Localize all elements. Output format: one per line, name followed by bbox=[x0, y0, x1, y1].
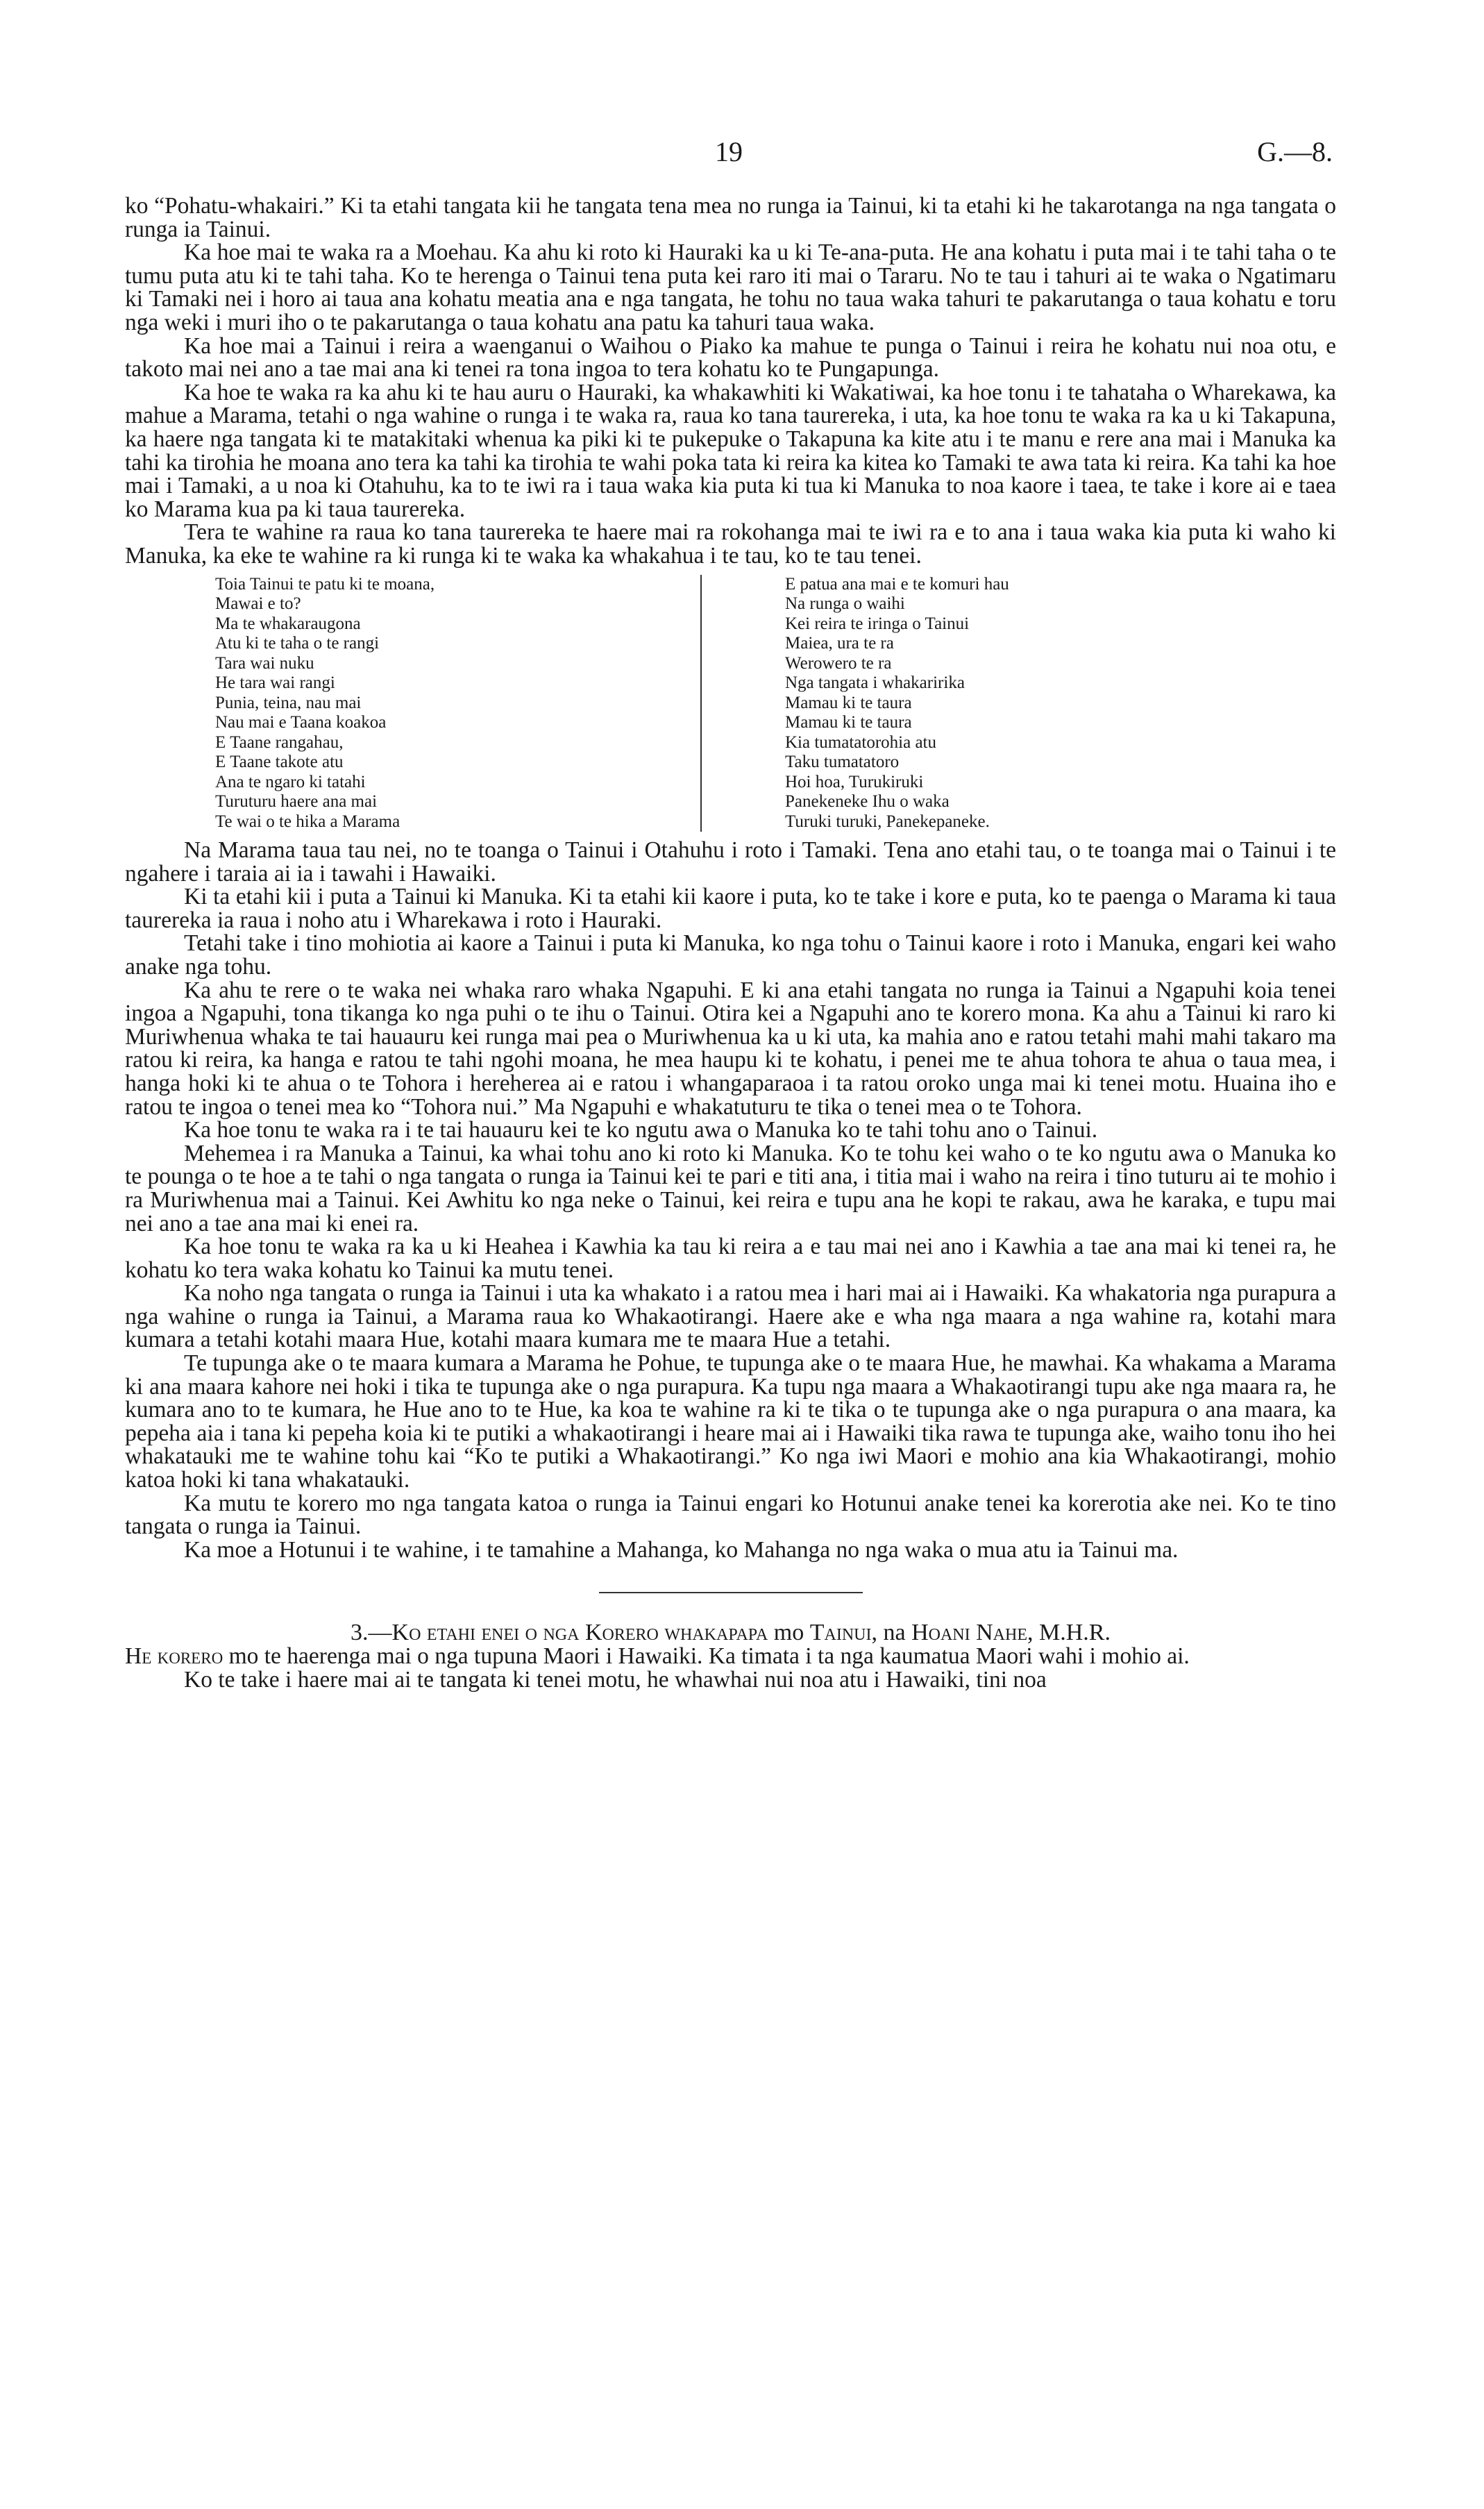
section-heading-part: Korero whakapapa bbox=[584, 1620, 768, 1646]
paragraph: Ka hoe mai a Tainui i reira a waenganui o Waihou o Piako ka mahue te punga o Tainui i reira he kohatu nui noa otu, e takoto mai nei ano a tae mai ana ki tenei ra tona ingoa to tera kohatu ko te Pungapunga. bbox=[125, 333, 1336, 383]
paragraph: Ka hoe te waka ra ka ahu ki te hau auru o Hauraki, ka whakawhiti ki Wakatiwai, ka hoe tonu i te tahataha o Wharekawa, ka mahue a Marama, tetahi o nga wahine o runga i te waka ra, raua ko tana taurereka, i uta, ka hoe tonu te waka ra ka u ki Takapuna, ka haere nga tangata ki te matakitaki whenua ka piki ki te pukepuke o Takapuna ka kite atu i te manu e rere ana mai i Manuka ka tahi ka tirohia he moana ano tera ka tahi ka tirohia te wahi poka tata ki reira ka kitea ko Tamaki te awa tata ki reira. Ka tahi ka hoe mai i Tamaki, a u noa ki Otahuhu, ka to te iwi ra i taua waka kia puta ki tua ki Manuka to noa kaore i taea, te take i kore ai e taea ko Marama kua pa ki taua taurereka. bbox=[125, 379, 1336, 522]
song-line: Mamau ki te taura bbox=[785, 693, 912, 712]
page-header bbox=[125, 135, 1333, 177]
page-number: 19 bbox=[715, 136, 743, 167]
section-last-paragraph: Ko te take i haere mai ai te tangata ki tenei motu, he whawhai nui noa atu i Hawaiki, tini noa bbox=[184, 1666, 1047, 1693]
song-line: Taku tumatatoro bbox=[785, 753, 900, 771]
section-heading-part: Tainui bbox=[809, 1620, 872, 1646]
paragraph: Ki ta etahi kii i puta a Tainui ki Manuka. Ki ta etahi kii kaore i puta, ko te take i kore e puta, ko te paenga o Marama ki taua taurereka ia raua i noho atu i Wharekawa i roto i Hauraki. bbox=[125, 884, 1336, 933]
song-line: Ma te whakaraugona bbox=[215, 614, 361, 633]
paragraph: Tera te wahine ra raua ko tana taurereka te haere mai ra rokohanga mai te iwi ra e to ana i taua waka kia puta ki waho ki Manuka, ka eke te wahine ra ki runga ki te waka ka whakahua i te tau, ko te tau tenei. bbox=[125, 519, 1336, 569]
song-line: Na runga o waihi bbox=[785, 594, 905, 613]
document-reference: G.—8. bbox=[1257, 136, 1333, 167]
paragraph: Tetahi take i tino mohiotia ai kaore a Tainui i puta ki Manuka, ko nga tohu o Tainui kaore i roto i Manuka, engari kei waho anake nga tohu. bbox=[125, 930, 1336, 980]
song-left-column bbox=[215, 575, 702, 832]
paragraph: Ka mutu te korero mo nga tangata katoa o runga ia Tainui engari ko Hotunui anake tenei ka korerotia ake nei. Ko te tino tangata o runga ia Tainui. bbox=[125, 1490, 1336, 1540]
paragraphs-bottom bbox=[125, 839, 1336, 1561]
paragraph: Te tupunga ake o te maara kumara a Marama he Pohue, te tupunga ake o te maara Hue, he mawhai. Ka whakama a Marama ki ana maara kahore nei hoki i tika te tupunga ake o nga purapura. Ka tupu nga maara a Whakaotirangi tupu ake nga maara ra, he kumara ano to te kumara, he Hue ano to te Hue, ka koa te wahine ra ki te tika o te tupunga ake o nga purapura o ana maara, ka pepeha aia i tana ki pepeha koia ki te putiki a whakaotirangi i heare mai ai i Hawaiki tika rawa te tupunga ake, waiho tonu iho hei whakatauki me te wahine tohu kai “Ko te putiki a Whakaotirangi.” Ko nga iwi Maori e mohio ana kia Whakaotirangi, mohio katoa hoki ki tana whakatauki. bbox=[125, 1350, 1336, 1493]
lead-text: mo te haerenga mai o nga tupuna Maori i Hawaiki. Ka timata i ta nga kaumatua Maori wahi i mohio ai. bbox=[223, 1643, 1190, 1669]
song-line: Toia Tainui te patu ki te moana, bbox=[215, 574, 435, 594]
song-line: Mawai e to? bbox=[215, 594, 301, 613]
song-line: He tara wai rangi bbox=[215, 673, 335, 692]
song-line: Nga tangata i whakaririka bbox=[785, 673, 965, 692]
paragraph: Ka hoe mai te waka ra a Moehau. Ka ahu ki roto ki Hauraki ka u ki Te-ana-puta. He ana kohatu i puta mai i te tahi taha o te tumu puta atu ki te tahi taha. Ko te herenga o Tainui tena puta kei raro iti mai o Tararu. No te tau i tahuri ai te waka o Ngatimaru ki Tamaki nei i horo ai taua ana kohatu meatia ana e nga tangata, he tohu no taua waka tahuri te pakarutanga o taua kohatu e toru nga weki i muri iho o te pakarutanga o taua kohatu ana patu ka tahuri taua waka. bbox=[125, 240, 1336, 335]
section-heading-part: Hoani Nahe bbox=[911, 1620, 1027, 1646]
lead-small-caps: He korero bbox=[125, 1643, 224, 1669]
paragraphs-top bbox=[125, 194, 1336, 568]
song-line: Hoi hoa, Turukiruki bbox=[785, 772, 924, 791]
song-line: Nau mai e Taana koakoa bbox=[215, 713, 387, 732]
paragraph: Ka hoe tonu te waka ra i te tai hauauru kei te ko ngutu awa o Manuka ko te tahi tohu ano o Tainui. bbox=[184, 1117, 1098, 1143]
song-line: E Taane rangahau, bbox=[215, 732, 344, 752]
section-heading-part: , na bbox=[871, 1620, 912, 1646]
section-divider bbox=[599, 1592, 863, 1593]
song-line: Atu ki te taha o te rangi bbox=[215, 634, 380, 653]
song-right-column bbox=[702, 575, 1256, 832]
paragraph: Ka hoe tonu te waka ra ka u ki Heahea i Kawhia ka tau ki reira a e tau mai nei ano i Kawhia a tae ana mai ki tenei ra, he kohatu ko tera waka kohatu ko Tainui ka mutu tenei. bbox=[125, 1234, 1336, 1283]
section-heading-part: , M.H.R. bbox=[1027, 1620, 1111, 1646]
song-line: Turuturu haere ana mai bbox=[215, 792, 378, 811]
body-text bbox=[125, 194, 1336, 1691]
section-heading-part: Ko etahi enei o nga bbox=[391, 1620, 580, 1646]
song-line: Ana te ngaro ki tatahi bbox=[215, 772, 366, 791]
song-line: Panekeneke Ihu o waka bbox=[785, 792, 950, 811]
section-heading-part: mo bbox=[768, 1620, 810, 1646]
song-line: Tara wai nuku bbox=[215, 653, 314, 673]
paragraph: Ka moe a Hotunui i te wahine, i te tamahine a Mahanga, ko Mahanga no nga waka o mua atu ia Tainui ma. bbox=[184, 1536, 1179, 1563]
song-line: Mamau ki te taura bbox=[785, 713, 912, 732]
song-line: Kei reira te iringa o Tainui bbox=[785, 614, 970, 633]
song-line: Turuki turuki, Panekepaneke. bbox=[785, 812, 990, 831]
song-line: Maiea, ura te ra bbox=[785, 634, 894, 653]
paragraph: Ka ahu te rere o te waka nei whaka raro whaka Ngapuhi. E ki ana etahi tangata no runga ia Tainui a Ngapuhi koia tenei ingoa a Ngapuhi, tona tikanga ko nga puhi o te ihu o Tainui. Otira kei a Ngapuhi ano te korero mona. Ka ahu a Tainui ki raro ki Muriwhenua whaka te tai hauauru kei runga mai pea o Muriwhenua ka u ki uta, ka mahia ano e ratou tetahi mahi mahi takaro ma ratou ki reira, ka hanga e ratou te tahi ngohi moana, he mea haupu ki te kohatu, i penei me te ahua tohora te ahua o taua mea, i hanga hoki ki te ahua o te Tohora i hereherea ai e ratou i whangaparaoa i ta ratou oroko unga mai ki tenei motu. Huaina iho e ratou te ingoa o tenei mea ko “Tohora nui.” Ma Ngapuhi e whakatuturu te tika o tenei mea o te Tohora. bbox=[125, 977, 1336, 1120]
paragraph: ko “Pohatu-whakairi.” Ki ta etahi tangata kii he tangata tena mea no runga ia Tainui, ki ta etahi ki he takarotanga na nga tangata o runga ia Tainui. bbox=[125, 193, 1336, 242]
section-number: 3.— bbox=[351, 1620, 392, 1646]
section-lead-paragraph bbox=[125, 1645, 1336, 1668]
song-line: Te wai o te hika a Marama bbox=[215, 812, 400, 831]
song-line: Kia tumatatorohia atu bbox=[785, 732, 936, 752]
song-line: Werowero te ra bbox=[785, 653, 892, 673]
section-heading bbox=[125, 1621, 1336, 1645]
paragraph: Na Marama taua tau nei, no te toanga o Tainui i Otahuhu i roto i Tamaki. Tena ano etahi tau, o te toanga mai o Tainui i te ngahere i taraia ai ia i tawahi i Hawaiki. bbox=[125, 837, 1336, 887]
song-verse bbox=[215, 575, 1256, 832]
song-line: E Taane takote atu bbox=[215, 753, 344, 771]
song-line: E patua ana mai e te komuri hau bbox=[785, 574, 1009, 594]
paragraph: Mehemea i ra Manuka a Tainui, ka whai tohu ano ki roto ki Manuka. Ko te tohu kei waho o te ko ngutu awa o Manuka ko te pounga o te hoe a te tahi o nga tangata o runga ia Tainui kei te pari e titi ana, i titia mai i waho na reira i tino tuturu ai te mohio i ra Muriwhenua mai a Tainui. Kei Awhitu ko nga neke o Tainui, kei reira e tupu ana he kopi te rakau, awa he karaka, e tupu mai nei ano a tae ana mai ki enei ra. bbox=[125, 1140, 1337, 1236]
paragraph: Ka noho nga tangata o runga ia Tainui i uta ka whakato i a ratou mea i hari mai ai i Hawaiki. Ka whakatoria nga purapura a nga wahine o runga ia Tainui, a Marama raua ko Whakaotirangi. Haere ake e wha nga maara a nga wahine ra, kotahi mara kumara a tetahi kotahi maara Hue, kotahi maara kumara me te maara Hue a tetahi. bbox=[125, 1280, 1336, 1353]
song-line: Punia, teina, nau mai bbox=[215, 693, 362, 712]
